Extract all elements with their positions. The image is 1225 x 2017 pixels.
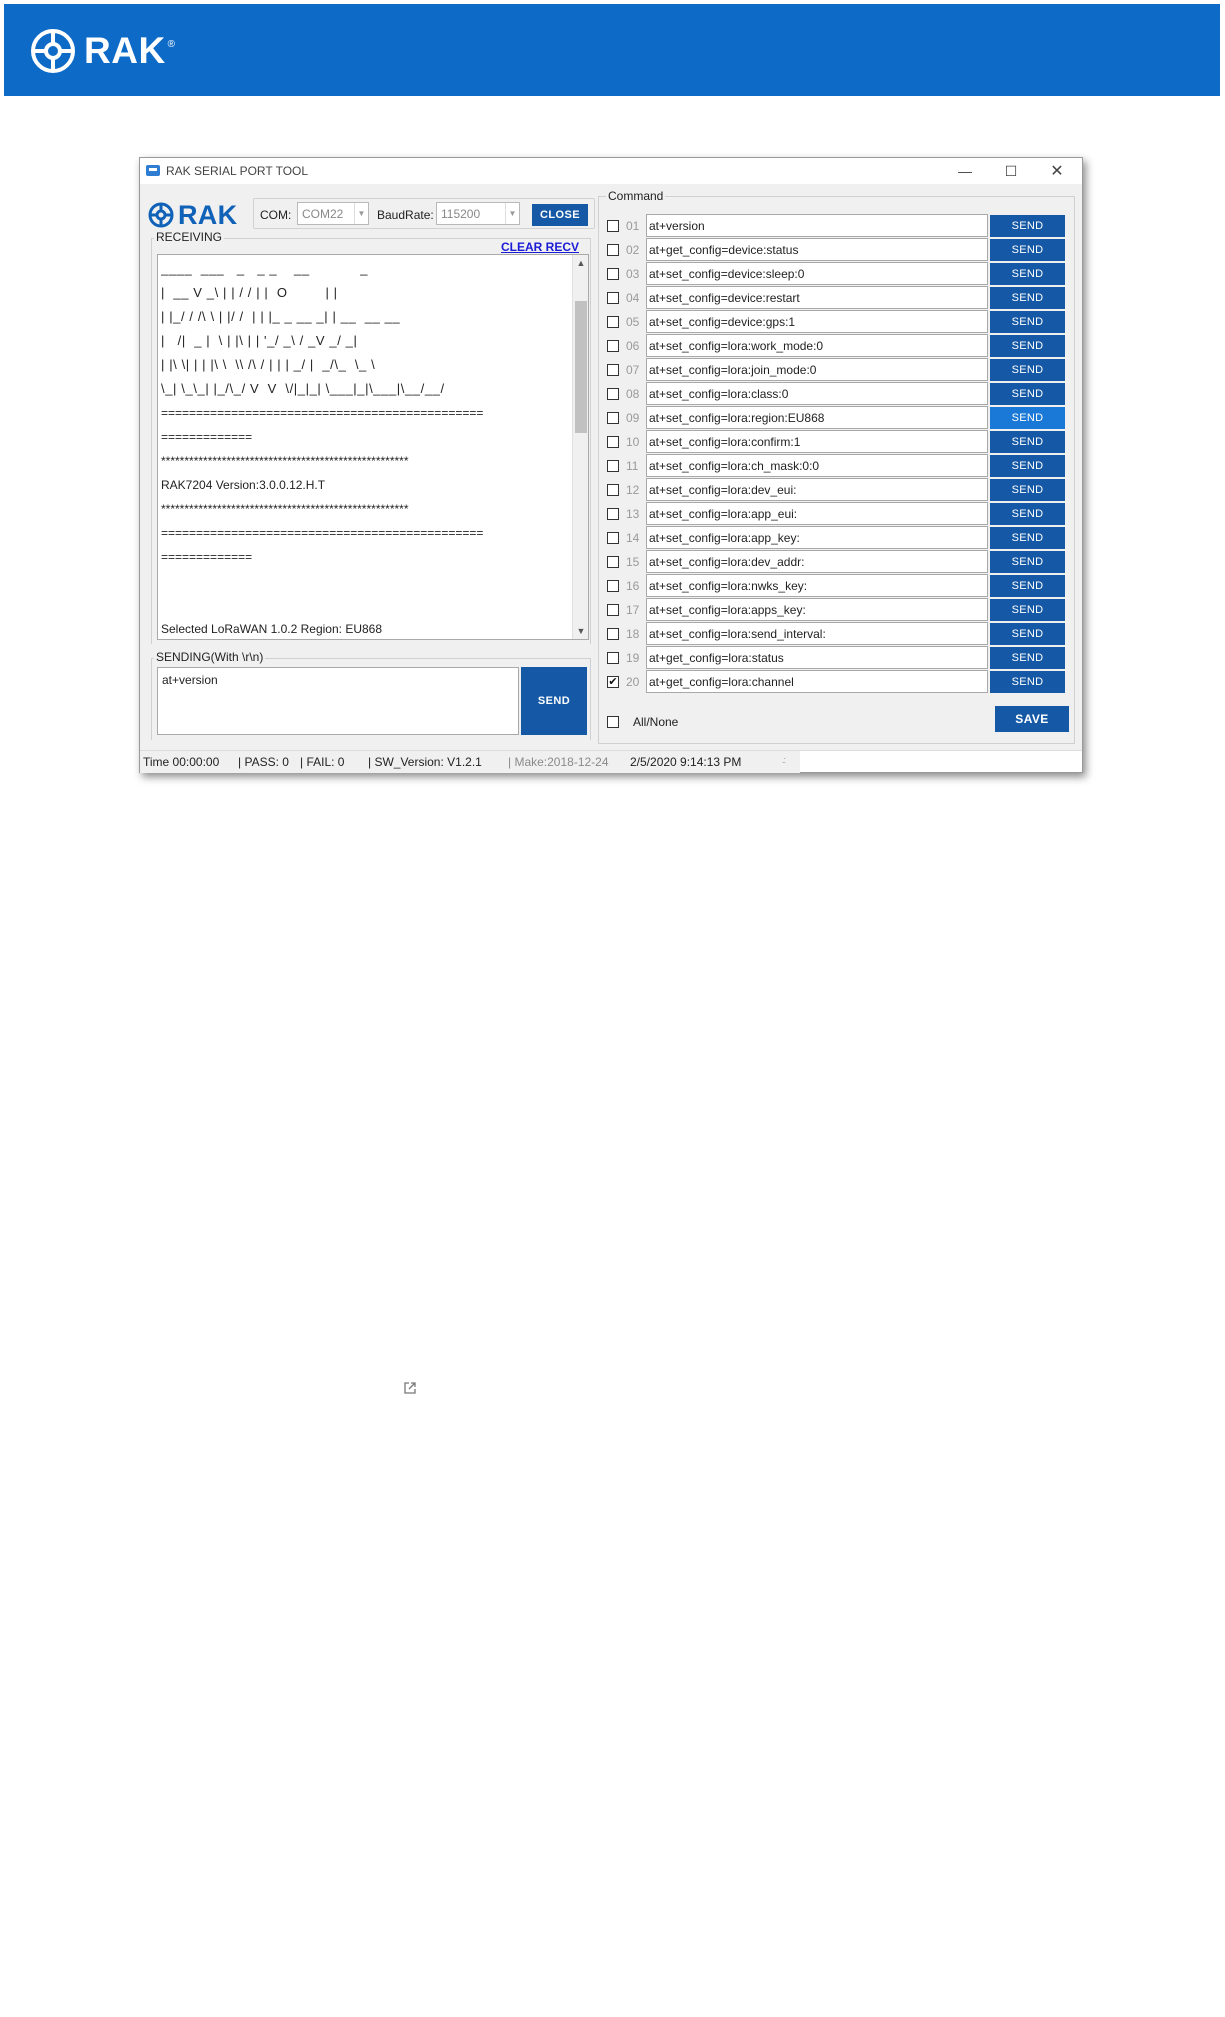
command-send-button[interactable]: SEND (990, 239, 1065, 261)
command-send-button[interactable]: SEND (990, 575, 1065, 597)
command-row (607, 214, 1069, 238)
command-input[interactable]: at+get_config=lora:channel (646, 670, 988, 693)
status-make: | Make:2018-12-24 (508, 755, 609, 769)
command-input[interactable]: at+version (646, 214, 988, 237)
command-send-button[interactable]: SEND (990, 623, 1065, 645)
scroll-down-icon[interactable]: ▼ (576, 626, 586, 636)
command-number: 02 (626, 243, 640, 257)
command-input[interactable]: at+set_config=lora:class:0 (646, 382, 988, 405)
send-button[interactable]: SEND (521, 667, 587, 735)
baudrate-label: BaudRate: (377, 208, 434, 222)
receiving-line: | |\ \| | | |\ \ \\ /\ / | | | _/ | _/\_ \_ \ (161, 357, 376, 372)
window-titlebar[interactable] (140, 158, 1082, 184)
receiving-text (161, 257, 571, 640)
command-send-button[interactable]: SEND (990, 311, 1065, 333)
command-number: 13 (626, 507, 640, 521)
command-checkbox[interactable] (607, 580, 619, 592)
receiving-line: | |_/ / /\ \ | |/ / | | |_ _ __ _| | __ __ __ (161, 309, 401, 324)
com-value: COM22 (302, 207, 344, 221)
command-input[interactable]: at+get_config=device:status (646, 238, 988, 261)
command-checkbox[interactable] (607, 292, 619, 304)
registered-mark: ® (167, 38, 176, 50)
command-row (607, 622, 1069, 646)
command-send-button[interactable]: SEND (990, 455, 1065, 477)
receiving-line: RAK7204 Version:3.0.0.12.H.T (161, 478, 326, 492)
receiving-label: RECEIVING (156, 230, 223, 244)
command-checkbox[interactable] (607, 628, 619, 640)
command-row (607, 406, 1069, 430)
receiving-line: Selected LoRaWAN 1.0.2 Region: EU868 (161, 622, 383, 636)
receiving-line: ============= (161, 430, 253, 444)
command-checkbox[interactable] (607, 508, 619, 520)
baudrate-select[interactable] (436, 202, 520, 225)
resize-grip-icon[interactable]: .: (782, 755, 786, 765)
command-row (607, 550, 1069, 574)
sending-label: SENDING(With \r\n) (156, 650, 264, 664)
chevron-down-icon[interactable]: ▼ (505, 203, 519, 224)
scrollbar-thumb[interactable] (575, 301, 587, 433)
command-row (607, 454, 1069, 478)
command-checkbox[interactable] (607, 652, 619, 664)
command-send-button[interactable]: SEND (990, 215, 1065, 237)
receiving-line: | __ V _\ | | / / | | O | | (161, 285, 338, 300)
status-datetime: 2/5/2020 9:14:13 PM (630, 755, 742, 769)
command-number: 05 (626, 315, 640, 329)
command-row (607, 334, 1069, 358)
command-checkbox[interactable] (607, 484, 619, 496)
command-send-button[interactable]: SEND (990, 503, 1065, 525)
receiving-line (161, 593, 571, 617)
command-checkbox[interactable] (607, 244, 619, 256)
command-number: 01 (626, 219, 640, 233)
close-window-button[interactable]: ✕ (1050, 163, 1064, 180)
command-input[interactable]: at+set_config=lora:apps_key: (646, 598, 988, 621)
command-checkbox[interactable] (607, 340, 619, 352)
receiving-line: ***************************************************** (161, 454, 409, 468)
command-input[interactable]: at+set_config=lora:work_mode:0 (646, 334, 988, 357)
command-input[interactable]: at+set_config=lora:join_mode:0 (646, 358, 988, 381)
command-row (607, 670, 1069, 694)
command-input[interactable]: at+set_config=lora:nwks_key: (646, 574, 988, 597)
receiving-line: ***************************************************** (161, 502, 409, 516)
command-number: 20 (626, 675, 640, 689)
command-send-button[interactable]: SEND (990, 527, 1065, 549)
command-send-button[interactable]: SEND (990, 647, 1065, 669)
command-send-button[interactable]: SEND (990, 335, 1065, 357)
command-input[interactable]: at+set_config=lora:ch_mask:0:0 (646, 454, 988, 477)
command-send-button[interactable]: SEND (990, 383, 1065, 405)
command-number: 18 (626, 627, 640, 641)
command-row (607, 598, 1069, 622)
receiving-line (161, 569, 571, 593)
command-input[interactable]: at+set_config=lora:dev_addr: (646, 550, 988, 573)
command-row (607, 526, 1069, 550)
rak-logo (30, 28, 175, 74)
all-none-checkbox[interactable] (607, 716, 619, 728)
command-input[interactable]: at+set_config=lora:app_eui: (646, 502, 988, 525)
baudrate-value: 115200 (441, 207, 481, 221)
command-number: 17 (626, 603, 640, 617)
status-time: Time 00:00:00 (143, 755, 220, 769)
status-pass: | PASS: 0 (238, 755, 289, 769)
command-checkbox[interactable] (607, 436, 619, 448)
command-number: 06 (626, 339, 640, 353)
status-fail: | FAIL: 0 (300, 755, 345, 769)
clear-recv-link[interactable]: CLEAR RECV (501, 240, 580, 254)
command-row (607, 286, 1069, 310)
command-label: Command (608, 189, 664, 203)
all-none-label: All/None (633, 715, 679, 729)
command-checkbox[interactable] (607, 460, 619, 472)
command-number: 15 (626, 555, 640, 569)
command-checkbox[interactable] (607, 268, 619, 280)
receiving-line: ============================================== (161, 406, 484, 420)
serial-port-tool-window (139, 157, 1083, 773)
receiving-line: ____ ___ _ _ _ __ _ (161, 261, 369, 276)
receiving-scrollbar[interactable] (572, 255, 588, 639)
command-number: 12 (626, 483, 640, 497)
app-icon (146, 165, 160, 176)
command-input[interactable]: at+get_config=lora:status (646, 646, 988, 669)
external-link-icon[interactable] (402, 1380, 418, 1396)
com-label: COM: (260, 208, 292, 222)
receiving-textarea[interactable] (157, 254, 589, 640)
com-select[interactable] (297, 202, 369, 225)
command-checkbox[interactable] (607, 556, 619, 568)
command-input[interactable]: at+set_config=lora:send_interval: (646, 622, 988, 645)
command-checkbox[interactable] (607, 604, 619, 616)
command-number: 09 (626, 411, 640, 425)
command-send-button[interactable]: SEND (990, 287, 1065, 309)
receiving-line: | /| _ | \ | |\ | | '_/ _\ / _V _/ _| (161, 333, 358, 348)
command-input[interactable]: at+set_config=lora:region:EU868 (646, 406, 988, 429)
command-send-button[interactable]: SEND (990, 359, 1065, 381)
command-send-button[interactable]: SEND (990, 599, 1065, 621)
status-bar (140, 750, 1082, 772)
command-send-button[interactable]: SEND (990, 551, 1065, 573)
command-row (607, 478, 1069, 502)
command-checkbox[interactable] (607, 388, 619, 400)
command-row (607, 358, 1069, 382)
command-number: 11 (626, 459, 639, 473)
command-send-button[interactable]: SEND (990, 431, 1065, 453)
save-button[interactable]: SAVE (995, 706, 1069, 732)
command-send-button[interactable]: SEND (990, 407, 1065, 429)
app-brand-text: RAK (178, 199, 238, 230)
banner-brand-text: RAK (84, 30, 166, 71)
command-number: 19 (626, 651, 640, 665)
command-row (607, 574, 1069, 598)
command-input[interactable]: at+set_config=device:gps:1 (646, 310, 988, 333)
command-row (607, 430, 1069, 454)
minimize-button[interactable]: — (958, 163, 972, 179)
close-port-button[interactable]: CLOSE (532, 204, 588, 226)
command-row (607, 382, 1069, 406)
command-row (607, 238, 1069, 262)
chevron-down-icon[interactable]: ▼ (354, 203, 368, 224)
command-row (607, 262, 1069, 286)
command-number: 08 (626, 387, 640, 401)
command-number: 03 (626, 267, 640, 281)
command-row (607, 310, 1069, 334)
command-checkbox[interactable] (607, 532, 619, 544)
maximize-button[interactable]: ☐ (1004, 162, 1018, 179)
command-number: 16 (626, 579, 640, 593)
receiving-line: ============================================== (161, 526, 484, 540)
command-input[interactable]: at+set_config=device:sleep:0 (646, 262, 988, 285)
command-number: 04 (626, 291, 640, 305)
command-row (607, 646, 1069, 670)
command-input[interactable]: at+set_config=lora:dev_eui: (646, 478, 988, 501)
command-number: 07 (626, 363, 640, 377)
command-checkbox[interactable] (607, 364, 619, 376)
rak-logo-icon (148, 202, 174, 228)
command-send-button[interactable]: SEND (990, 671, 1065, 693)
command-number: 14 (626, 531, 640, 545)
rak-logo-icon (30, 28, 76, 74)
command-checkbox[interactable]: ✔ (608, 676, 618, 688)
command-checkbox[interactable] (607, 412, 619, 424)
receiving-line: ============= (161, 550, 253, 564)
app-logo (148, 199, 238, 230)
command-send-button[interactable]: SEND (990, 263, 1065, 285)
command-input[interactable]: at+set_config=lora:app_key: (646, 526, 988, 549)
command-input[interactable]: at+set_config=device:restart (646, 286, 988, 309)
command-send-button[interactable]: SEND (990, 479, 1065, 501)
scroll-up-icon[interactable]: ▲ (576, 258, 586, 268)
window-title: RAK SERIAL PORT TOOL (166, 164, 309, 178)
sending-input[interactable]: at+version (157, 667, 519, 735)
command-input[interactable]: at+set_config=lora:confirm:1 (646, 430, 988, 453)
receiving-line: \_| \_\_| |_/\_/ V V \/|_|_| \___|_|\___|\__/__/ (161, 381, 445, 396)
command-checkbox[interactable] (607, 316, 619, 328)
status-sw-version: | SW_Version: V1.2.1 (368, 755, 482, 769)
command-row (607, 502, 1069, 526)
page-header-banner (4, 4, 1220, 96)
command-checkbox[interactable] (607, 220, 619, 232)
command-number: 10 (626, 435, 640, 449)
